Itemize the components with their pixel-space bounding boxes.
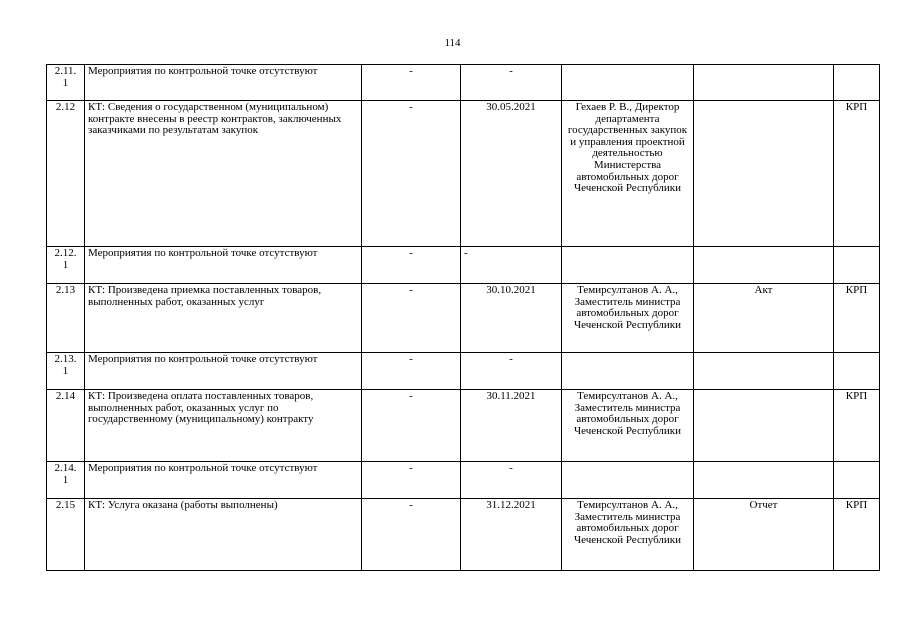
- row-system: КРП: [834, 101, 880, 247]
- row-system: КРП: [834, 499, 880, 571]
- row-start: -: [362, 101, 461, 247]
- row-responsible: [562, 65, 694, 101]
- row-name: Мероприятия по контрольной точке отсутствуют: [85, 65, 362, 101]
- table-row: [47, 65, 880, 101]
- row-number: 2.15: [47, 499, 85, 571]
- row-document: Отчет: [694, 499, 834, 571]
- row-name: КТ: Сведения о государственном (муниципальном) контракте внесены в реестр контрактов, заключенных заказчиками по результатам закупок: [85, 101, 362, 247]
- row-start: -: [362, 462, 461, 499]
- row-end: -: [461, 462, 562, 499]
- control-points-table: [46, 64, 880, 571]
- row-document: [694, 247, 834, 284]
- row-responsible: [562, 462, 694, 499]
- row-end: 30.11.2021: [461, 390, 562, 462]
- row-system: [834, 247, 880, 284]
- row-system: КРП: [834, 390, 880, 462]
- row-system: [834, 462, 880, 499]
- row-responsible: Гехаев Р. В., Директор департамента государственных закупок и управления проектной деятельностью Министерства автомобильных дорог Чеченской Республики: [562, 101, 694, 247]
- row-document: [694, 65, 834, 101]
- row-number: 2.14. 1: [47, 462, 85, 499]
- table-row: [47, 499, 880, 571]
- row-number: 2.13. 1: [47, 353, 85, 390]
- table-row: [47, 247, 880, 284]
- row-responsible: Темирсултанов А. А., Заместитель министра автомобильных дорог Чеченской Республики: [562, 499, 694, 571]
- table-row: [47, 462, 880, 499]
- row-number: 2.11. 1: [47, 65, 85, 101]
- row-end: -: [461, 65, 562, 101]
- row-system: КРП: [834, 284, 880, 353]
- table-body: [47, 65, 880, 571]
- row-number: 2.14: [47, 390, 85, 462]
- row-number: 2.12: [47, 101, 85, 247]
- row-responsible: [562, 247, 694, 284]
- row-name: Мероприятия по контрольной точке отсутствуют: [85, 247, 362, 284]
- row-start: -: [362, 353, 461, 390]
- row-document: Акт: [694, 284, 834, 353]
- table-row: [47, 101, 880, 247]
- row-start: -: [362, 499, 461, 571]
- row-end: -: [461, 353, 562, 390]
- row-responsible: Темирсултанов А. А., Заместитель министра автомобильных дорог Чеченской Республики: [562, 390, 694, 462]
- row-responsible: [562, 353, 694, 390]
- table-row: [47, 284, 880, 353]
- row-end: 30.10.2021: [461, 284, 562, 353]
- row-start: -: [362, 390, 461, 462]
- row-name: КТ: Произведена приемка поставленных товаров, выполненных работ, оказанных услуг: [85, 284, 362, 353]
- table-row: [47, 353, 880, 390]
- row-start: -: [362, 247, 461, 284]
- row-document: [694, 462, 834, 499]
- row-start: -: [362, 65, 461, 101]
- row-name: Мероприятия по контрольной точке отсутствуют: [85, 462, 362, 499]
- row-number: 2.12. 1: [47, 247, 85, 284]
- row-end: 30.05.2021: [461, 101, 562, 247]
- row-system: [834, 65, 880, 101]
- row-start: -: [362, 284, 461, 353]
- row-document: [694, 101, 834, 247]
- row-end: -: [461, 247, 562, 284]
- row-name: КТ: Произведена оплата поставленных товаров, выполненных работ, оказанных услуг по государственному (муниципальному) контракту: [85, 390, 362, 462]
- row-number: 2.13: [47, 284, 85, 353]
- row-end: 31.12.2021: [461, 499, 562, 571]
- table-row: [47, 390, 880, 462]
- row-name: КТ: Услуга оказана (работы выполнены): [85, 499, 362, 571]
- row-system: [834, 353, 880, 390]
- row-document: [694, 353, 834, 390]
- page-number: 114: [444, 37, 461, 49]
- row-responsible: Темирсултанов А. А., Заместитель министра автомобильных дорог Чеченской Республики: [562, 284, 694, 353]
- row-name: Мероприятия по контрольной точке отсутствуют: [85, 353, 362, 390]
- row-document: [694, 390, 834, 462]
